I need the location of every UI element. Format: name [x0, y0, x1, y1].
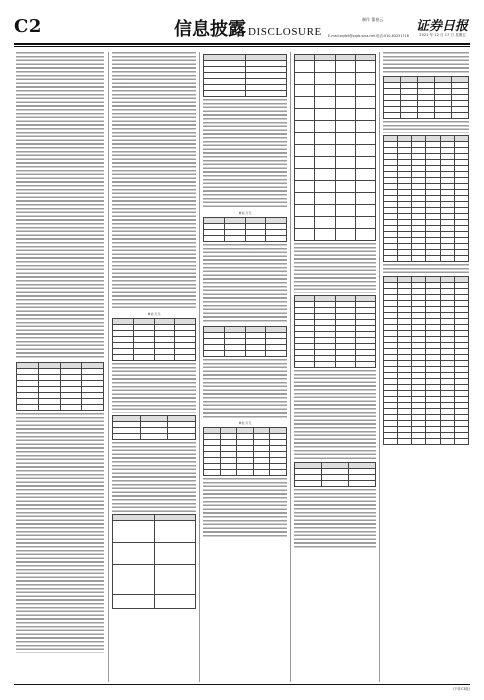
- section-title-cn: 信息披露: [174, 19, 246, 40]
- column-5-text-block: [383, 52, 469, 74]
- column-3-table-b: [203, 217, 287, 242]
- issue-date: 2021 年 12 月 17 日 星期五: [419, 33, 466, 37]
- column-5: [383, 52, 469, 682]
- masthead-rule-thick: [14, 43, 470, 45]
- column-5-text-block-2: [383, 121, 469, 133]
- column-4-table-b: [294, 295, 376, 368]
- masthead-rule-thin: [14, 46, 470, 47]
- column-2: [112, 52, 196, 682]
- column-4-table-a: [294, 54, 376, 241]
- column-3-text-block: [203, 99, 287, 209]
- column-5-table-c: [383, 276, 469, 445]
- column-3-table-d: [203, 427, 287, 476]
- column-1-table: [16, 362, 104, 411]
- contact-info: E-mail:zqrb9@zqrb.sina.net 电话:010-83251716: [328, 34, 409, 38]
- table-c-caption: 单位:万元: [238, 421, 252, 425]
- column-2-table-c: [112, 514, 196, 609]
- section-title-en: DISCLOSURE: [248, 26, 322, 38]
- column-3-table-c: [203, 326, 287, 357]
- column-5-text-block-3: [383, 264, 469, 274]
- column-3: [203, 52, 287, 682]
- column-divider: [379, 52, 380, 682]
- column-divider: [108, 52, 109, 682]
- column-5-table-a: [383, 76, 469, 119]
- column-4-table-c: [294, 462, 376, 487]
- paper-logo: 证券日报: [415, 19, 468, 34]
- section-title: [174, 15, 322, 41]
- column-3-text-block-3: [203, 359, 287, 419]
- column-4-text-block-2: [294, 370, 376, 460]
- edition-label: 制作 董春云: [362, 17, 384, 22]
- column-1-text-block: [16, 52, 104, 360]
- column-1-text-block-2: [16, 413, 104, 653]
- footer-rule: [14, 684, 470, 685]
- masthead: [14, 14, 470, 42]
- column-3-text-block-2: [203, 244, 287, 324]
- column-4-text-block: [294, 243, 376, 293]
- page-number: C2: [14, 16, 42, 37]
- column-4-text-block-3: [294, 489, 376, 549]
- column-2-table-a: [112, 318, 196, 361]
- column-1: [16, 52, 104, 682]
- continued-note: (下转C3版): [452, 687, 470, 691]
- column-3-text-block-4: [203, 478, 287, 538]
- table-b-caption: 单位:万元: [238, 211, 252, 215]
- column-2-table-b: [112, 415, 196, 440]
- column-2-text-block: [112, 52, 196, 310]
- column-divider: [290, 52, 291, 682]
- table-a-caption: 单位:万元: [147, 312, 161, 316]
- column-3-table-a: [203, 54, 287, 97]
- column-5-table-b: [383, 135, 469, 262]
- column-2-text-block-2: [112, 363, 196, 413]
- column-4: [294, 52, 376, 682]
- column-2-text-block-3: [112, 442, 196, 512]
- column-divider: [199, 52, 200, 682]
